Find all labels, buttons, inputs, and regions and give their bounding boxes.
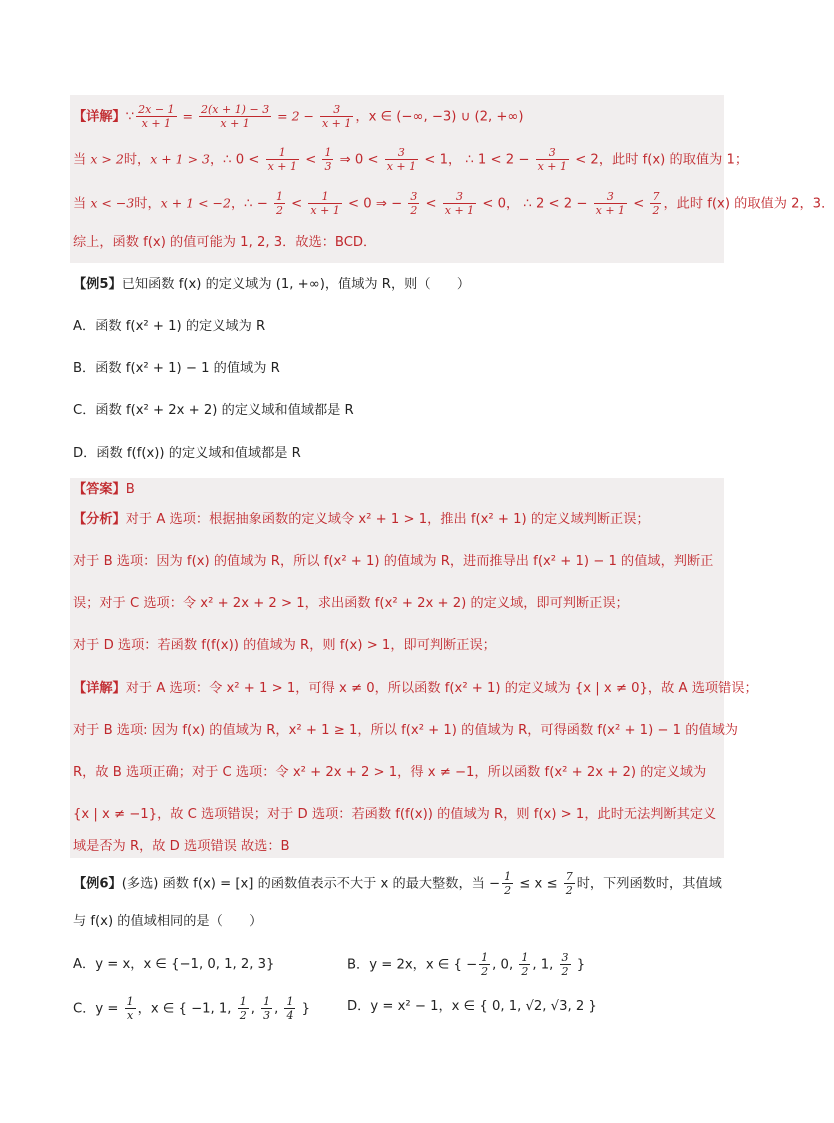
fraction: $\frac{1}{2}$ <box>504 870 512 897</box>
ex5-detail-line-5: 域是否为 R，故 D 选项错误 故选：B <box>73 839 290 854</box>
fraction: $\frac{1}{3}$ <box>324 146 332 173</box>
fraction: $\frac{1}{2}$ <box>239 995 247 1022</box>
ex5-analysis-line-1: 【分析】对于 A 选项：根据抽象函数的定义域令 x² + 1 > 1，推出 f(x² + 1) 的定义域判断正误； <box>73 512 650 527</box>
detail-line-3: 当 x < −3时，x + 1 < −2，∴ − $\frac{1}{2}$ < $\frac{1}{x + 1}$ < 0 ⇒ − $\frac{3}{2}$ < $\frac{3}{x + 1}$ < 0， ∴ 2 < 2 − $\frac{3}{x + 1}$ < $\frac{7}{2}$ ，此时 f(x) 的取值为 2，3． <box>73 190 834 217</box>
ex5-detail-line-4: {x | x ≠ −1}，故 C 选项错误；对于 D 选项：若函数 f(f(x)) 的值域为 R，则 f(x) > 1，此时无法判断其定义 <box>73 807 717 822</box>
fraction: $\frac{1}{x + 1}$ <box>310 190 340 217</box>
example-6-stem-line-1: 【例6】(多选) 函数 f(x) = [x] 的函数值表示不大于 x 的最大整数，当 − $\frac{1}{2}$ ≤ x ≤ $\frac{7}{2}$ 时，下列函数时，其值域 <box>73 870 722 897</box>
fraction: $\frac{1}{x + 1}$ <box>267 146 298 173</box>
fraction: $\frac{1}{2}$ <box>275 190 283 217</box>
solution-shaded-block <box>70 478 758 858</box>
fraction: $\frac{1}{2}$ <box>521 951 529 978</box>
ex6-option-a: A．y = x，x ∈ {−1, 0, 1, 2, 3} <box>73 957 275 972</box>
fraction: $\frac{3}{x + 1}$ <box>444 190 475 217</box>
ex5-option-b: B．函数 f(x² + 1) − 1 的值域为 R <box>73 361 280 376</box>
ex5-analysis-line-3: 误；对于 C 选项：令 x² + 2x + 2 > 1，求出函数 f(x² + 2x + 2) 的定义域，即可判断正误； <box>73 596 629 611</box>
fraction: $\frac{3}{2}$ <box>561 951 569 978</box>
detail-line-4: 综上，函数 f(x) 的值可能为 1, 2, 3．故选：BCD． <box>73 235 377 250</box>
fraction: $\frac{3}{x + 1}$ <box>386 146 417 173</box>
detail-line-1: 【详解】∵ $\frac{2x - 1}{x + 1}$ = $\frac{2(x + 1) - 3}{x + 1}$ = 2 − $\frac{3}{x + 1}$ ，x ∈ (−∞, −3) ∪ (2, +∞) <box>73 103 524 130</box>
example-6-stem-line-2: 与 f(x) 的值域相同的是（ ） <box>73 914 263 929</box>
fraction: $\frac{1}{x}$ <box>126 995 134 1022</box>
ex5-detail-line-2: 对于 B 选项: 因为 f(x) 的值域为 R，x² + 1 ≥ 1，所以 f(x² + 1) 的值域为 R，可得函数 f(x² + 1) − 1 的值域为 <box>73 723 738 738</box>
fraction: $\frac{1}{3}$ <box>263 995 271 1022</box>
fraction: $\frac{1}{2}$ <box>481 951 489 978</box>
ex5-answer: 【答案】B <box>73 482 135 497</box>
ex6-option-d: D．y = x² − 1，x ∈ { 0, 1, √2, √3, 2 } <box>347 999 597 1014</box>
example-5-stem: 【例5】已知函数 f(x) 的定义域为 (1, +∞)，值域为 R，则（ ） <box>73 277 471 292</box>
fraction: $\frac{3}{2}$ <box>410 190 418 217</box>
ex5-detail-line-3: R，故 B 选项正确；对于 C 选项：令 x² + 2x + 2 > 1，得 x ≠ −1，所以函数 f(x² + 2x + 2) 的定义域为 <box>73 765 707 780</box>
fraction: $\frac{2x - 1}{x + 1}$ <box>138 103 175 130</box>
ex6-option-b: B．y = 2x，x ∈ { − $\frac{1}{2}$ , 0, $\frac{1}{2}$ , 1, $\frac{3}{2}$ } <box>347 951 586 978</box>
fraction: $\frac{3}{x + 1}$ <box>537 146 567 173</box>
fraction: $\frac{7}{2}$ <box>565 870 573 897</box>
ex5-option-a: A．函数 f(x² + 1) 的定义域为 R <box>73 319 266 334</box>
ex5-option-c: C．函数 f(x² + 2x + 2) 的定义域和值域都是 R <box>73 403 354 418</box>
ex5-analysis-line-2: 对于 B 选项：因为 f(x) 的值域为 R，所以 f(x² + 1) 的值域为 R，进而推导出 f(x² + 1) − 1 的值域，判断正 <box>73 554 714 569</box>
fraction: $\frac{3}{x + 1}$ <box>321 103 352 130</box>
detail-line-2: 当 x > 2时，x + 1 > 3，∴ 0 < $\frac{1}{x + 1}$ < $\frac{1}{3}$ ⇒ 0 < $\frac{3}{x + 1}$ < 1， ∴ 1 < 2 − $\frac{3}{x + 1}$ < 2，此时 f(x) 的取值为 1； <box>73 146 749 173</box>
fraction: $\frac{7}{2}$ <box>652 190 660 217</box>
fraction: $\frac{3}{x + 1}$ <box>595 190 626 217</box>
ex6-option-c: C．y = $\frac{1}{x}$ ，x ∈ { −1, 1, $\frac{1}{2}$ , $\frac{1}{3}$ , $\frac{1}{4}$ } <box>73 995 311 1022</box>
fraction: $\frac{2(x + 1) - 3}{x + 1}$ <box>200 103 270 130</box>
ex5-analysis-line-4: 对于 D 选项：若函数 f(f(x)) 的值域为 R，则 f(x) > 1，即可判断正误； <box>73 638 496 653</box>
fraction: $\frac{1}{4}$ <box>286 995 294 1022</box>
ex5-option-d: D．函数 f(f(x)) 的定义域和值域都是 R <box>73 446 301 461</box>
ex5-detail-line-1: 【详解】对于 A 选项：令 x² + 1 > 1，可得 x ≠ 0，所以函数 f(x² + 1) 的定义域为 {x | x ≠ 0}，故 A 选项错误； <box>73 681 758 696</box>
